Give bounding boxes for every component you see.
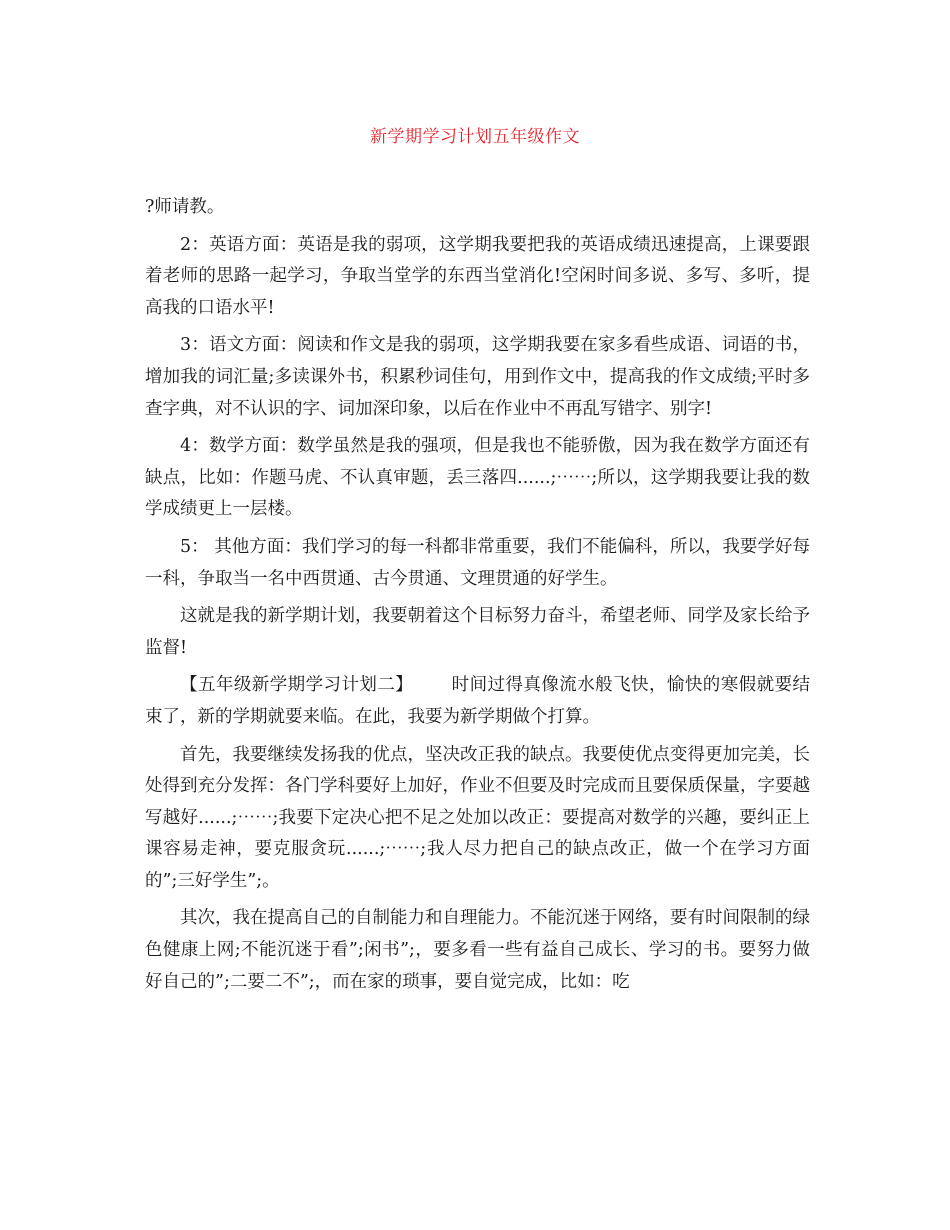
paragraph-math: 4：数学方面：数学虽然是我的强项，但是我也不能骄傲，因为我在数学方面还有缺点，比如：作题马虎、不认真审题，丢三落四......;⋯⋯;所以，这学期我要让我的数学成绩更上一层楼。 <box>145 436 810 520</box>
section-heading: 【五年级新学期学习计划二】 <box>180 675 414 696</box>
document-title: 新学期学习计划五年级作文 <box>370 127 580 147</box>
paragraph-summary: 这就是我的新学期计划，我要朝着这个目标努力奋斗，希望老师、同学及家长给予监督! <box>145 606 810 658</box>
paragraph-first: 首先，我要继续发扬我的优点，坚决改正我的缺点。我要使优点变得更加完美，长处得到充分发挥：各门学科要好上加好，作业不但要及时完成而且要保质保量，字要越写越好......;⋯⋯;我要下定决心把不足之处加以改正：要提高对数学的兴趣，要纠正上课容易走神，要克服贪玩......;⋯⋯;我人尽力把自己的缺点改正，做一个在学习方面的”;三好学生”;。 <box>145 744 810 891</box>
paragraph-second: 其次，我在提高自己的自制能力和自理能力。不能沉迷于网络，要有时间限制的绿色健康上网;不能沉迷于看”;闲书”;，要多看一些有益自己成长、学习的书。要努力做好自己的”;二要二不”;，而在家的琐事，要自觉完成，比如：吃 <box>145 908 810 992</box>
paragraph-english: 2：英语方面：英语是我的弱项，这学期我要把我的英语成绩迅速提高，上课要跟着老师的思路一起学习，争取当堂学的东西当堂消化!空闲时间多说、多写、多听，提高我的口语水平! <box>145 234 810 318</box>
document-body <box>145 192 810 1004</box>
paragraph-plan-two-text: 时间过得真像流水般飞快，愉快的寒假就要结束了，新的学期就要来临。在此，我要为新学期做个打算。 <box>145 675 811 727</box>
paragraph-other: 5： 其他方面：我们学习的每一科都非常重要，我们不能偏科，所以，我要学好每一科，争取当一名中西贯通、古今贯通、文理贯通的好学生。 <box>145 536 810 589</box>
paragraph-1: ?师请教。 <box>145 197 225 217</box>
paragraph-plan-two <box>145 670 810 733</box>
paragraph-chinese: 3：语文方面：阅读和作文是我的弱项，这学期我要在家多看些成语、词语的书，增加我的词汇量;多读课外书，积累秒词佳句，用到作文中，提高我的作文成绩;平时多查字典，对不认识的字、词加深印象，以后在作业中不再乱写错字、别字! <box>145 335 810 419</box>
